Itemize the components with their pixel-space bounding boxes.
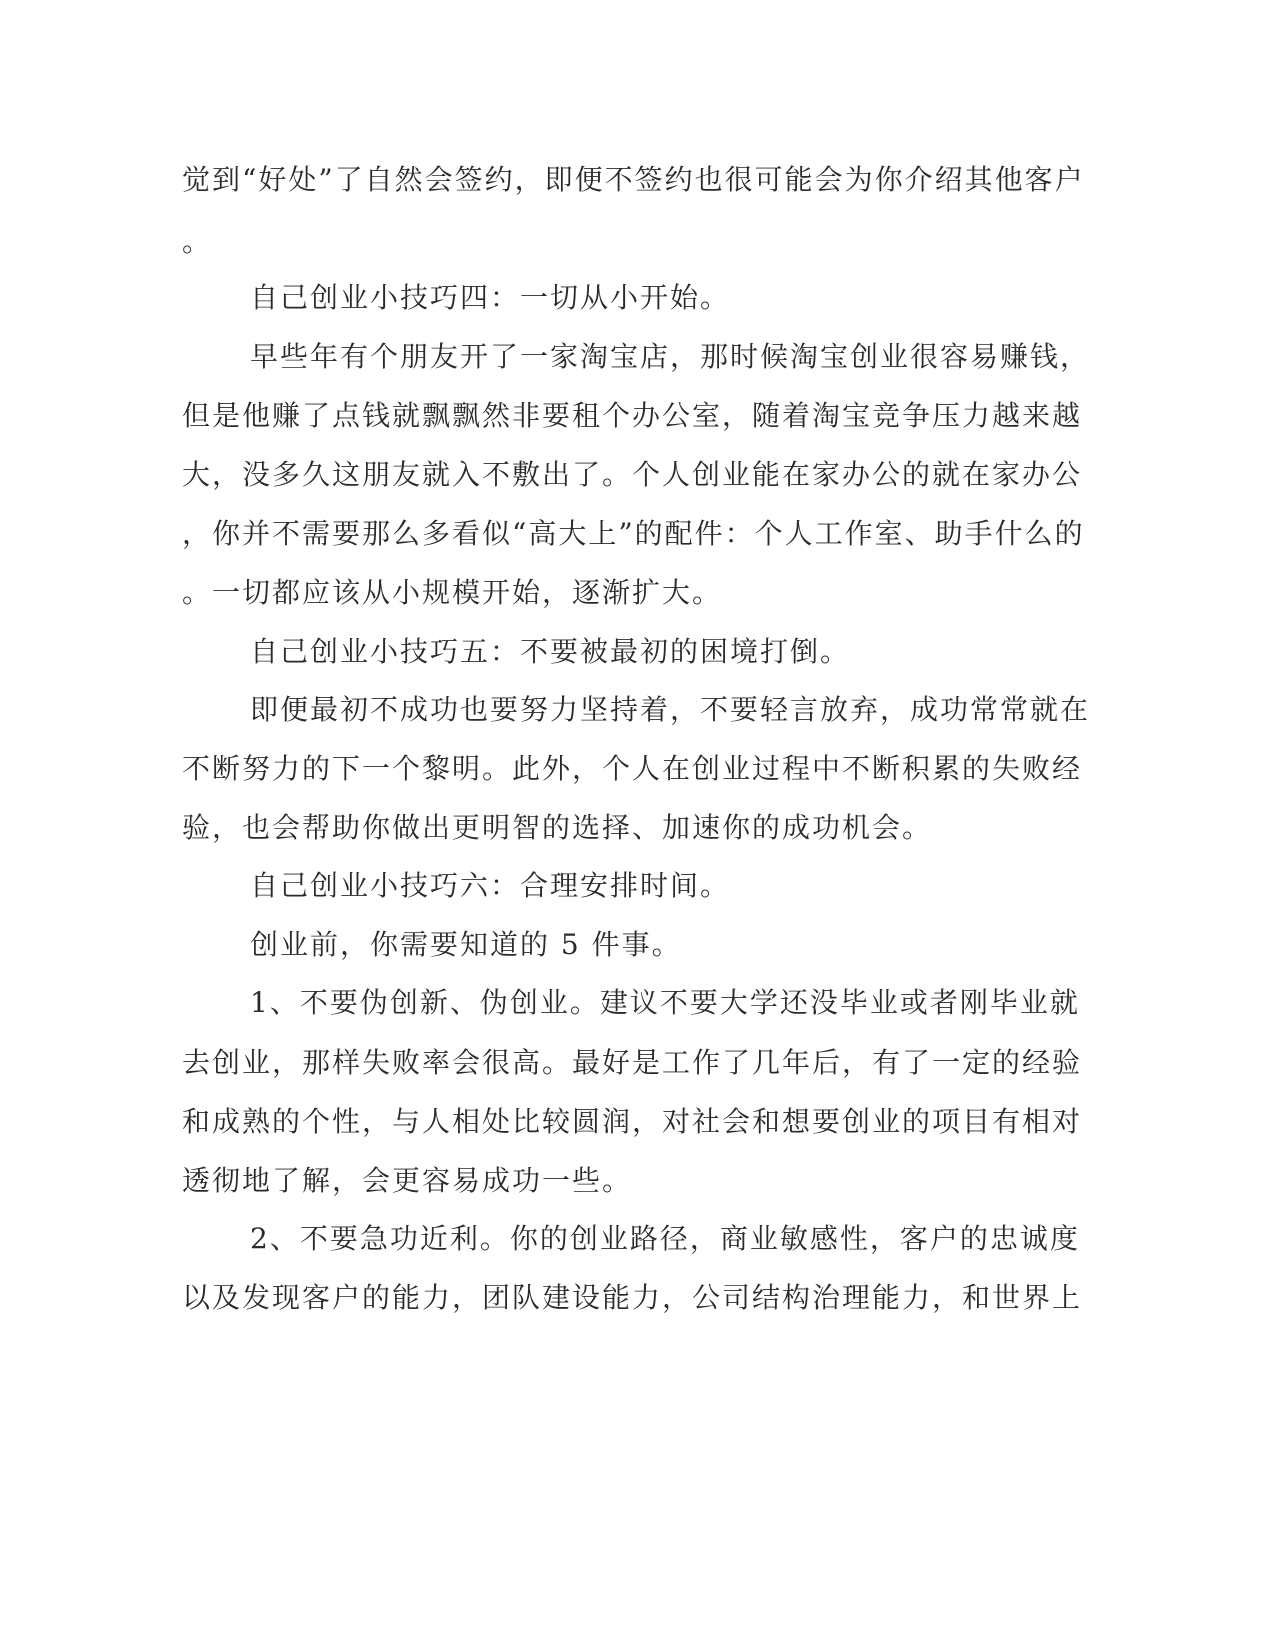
- section-heading: 自己创业小技巧五：不要被最初的困境打倒。: [250, 635, 851, 668]
- paragraph-line: 即便最初不成功也要努力坚持着，不要轻言放弃，成功常常就在: [250, 693, 1091, 726]
- list-item-line: 1、不要伪创新、伪创业。建议不要大学还没毕业或者刚毕业就: [250, 986, 1080, 1019]
- paragraph-line: 。一切都应该从小规模开始，逐渐扩大。: [182, 576, 723, 609]
- section-heading: 自己创业小技巧六：合理安排时间。: [250, 869, 731, 902]
- paragraph-line: 不断努力的下一个黎明。此外，个人在创业过程中不断积累的失败经: [182, 752, 1083, 785]
- paragraph-line: 觉到“好处”了自然会签约，即便不签约也很可能会为你介绍其他客户: [182, 163, 1085, 196]
- list-item-line: 2、不要急功近利。你的创业路径，商业敏感性，客户的忠诚度: [250, 1222, 1080, 1255]
- paragraph-line: 大，没多久这朋友就入不敷出了。个人创业能在家办公的就在家办公: [182, 458, 1083, 491]
- section-heading: 自己创业小技巧四：一切从小开始。: [250, 281, 731, 314]
- list-item-line: 去创业，那样失败率会很高。最好是工作了几年后，有了一定的经验: [182, 1046, 1083, 1079]
- paragraph-line: 早些年有个朋友开了一家淘宝店，那时候淘宝创业很容易赚钱，: [250, 340, 1091, 373]
- list-item-line: 以及发现客户的能力，团队建设能力，公司结构治理能力，和世界上: [182, 1281, 1083, 1314]
- paragraph-line: 但是他赚了点钱就飘飘然非要租个办公室，随着淘宝竞争压力越来越: [182, 399, 1083, 432]
- paragraph-line: 创业前，你需要知道的 5 件事。: [250, 928, 682, 961]
- paragraph-line: 验，也会帮助你做出更明智的选择、加速你的成功机会。: [182, 811, 933, 844]
- list-item-line: 透彻地了解，会更容易成功一些。: [182, 1164, 633, 1197]
- list-item-line: 和成熟的个性，与人相处比较圆润，对社会和想要创业的项目有相对: [182, 1105, 1083, 1138]
- paragraph-line: ，你并不需要那么多看似“高大上”的配件：个人工作室、助手什么的: [182, 517, 1085, 550]
- paragraph-line: 。: [182, 225, 213, 258]
